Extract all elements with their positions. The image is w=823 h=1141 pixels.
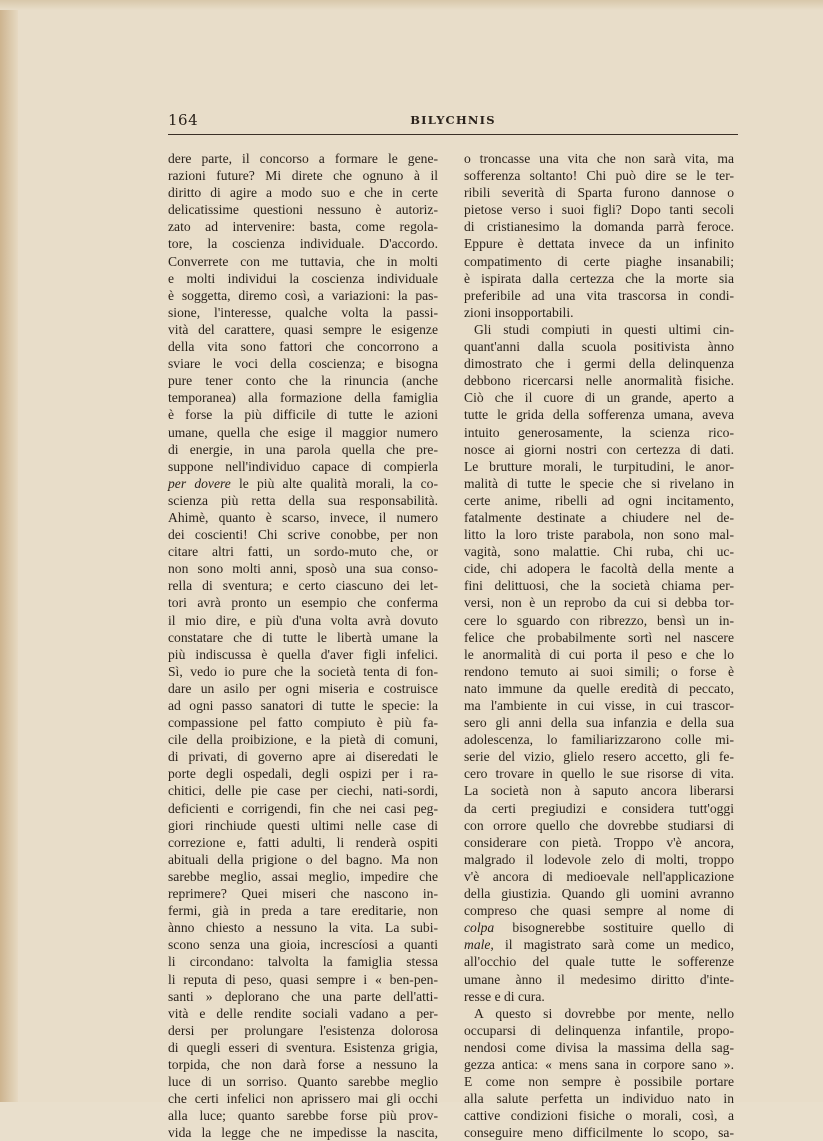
- text-line: è ispirata dalla certezza che la morte sia: [464, 270, 734, 286]
- text-line: li circondano: talvolta la famiglia stessa: [168, 954, 438, 970]
- text-line: Ahimè, quanto è scarso, invece, il numero: [168, 509, 438, 525]
- text-line: quant'anni dalla scuola positivista ànno: [464, 339, 734, 355]
- running-title: BILYCHNIS: [410, 113, 496, 127]
- text-line: occuparsi di delinquenza infantile, propo-: [464, 1022, 734, 1038]
- text-line: malità di tutte le specie che si rivelano in: [464, 475, 734, 491]
- text-line: santi » deplorano che una parte dell'atti-: [168, 988, 438, 1004]
- text-line: scono senza una gioia, increscíosi a quanti: [168, 937, 438, 953]
- text-line: resse e di cura.: [464, 988, 545, 1004]
- text-line: citare altri fatti, un sordo-muto che, or: [168, 544, 438, 560]
- text-line: sione, l'interesse, qualche volta la passi-: [168, 304, 438, 320]
- right-text-column: [464, 150, 734, 1141]
- text-line: della giustizia. Quando gli uomini avranno: [464, 886, 734, 902]
- text-line: Le brutture morali, le turpitudini, le anor-: [464, 458, 734, 474]
- text-line: considerare con pietà. Troppo v'è ancora,: [464, 834, 734, 850]
- text-line: certe anime, ribelli ad ogni incitamento,: [464, 492, 734, 508]
- text-line: cere lo sguardo con ribrezzo, bensì un in-: [464, 612, 734, 628]
- text-line: dersi per prolungare l'esistenza dolorosa: [168, 1022, 438, 1038]
- text-line: litto la loro triste parabola, non sono mal-: [464, 527, 734, 543]
- text-line: è forse la più difficile di tutte le azioni: [168, 407, 438, 423]
- text-line: ànno chiesto a nessuno la vita. La subi-: [168, 920, 438, 936]
- text-line: della vita sono fattori che concorrono a: [168, 339, 438, 355]
- text-line: La società non à saputo ancora liberarsi: [464, 783, 734, 799]
- text-line: sero gli anni della sua infanzia e della sua: [464, 715, 734, 731]
- text-line: razioni future? Mi direte che ognuno à il: [168, 168, 438, 184]
- text-line: Sì, vedo io pure che la società tenta di fon-: [168, 663, 438, 679]
- text-line: scienza più retta della sua responsabilità.: [168, 492, 438, 508]
- text-line: delicatissime questioni nessuno è autoriz-: [168, 202, 438, 218]
- left-text-column: [168, 150, 438, 1141]
- text-line: deficienti e corrigendi, fin che nei casi peg-: [168, 800, 438, 816]
- text-line: correzione e, fatti adulti, li renderà ospiti: [168, 834, 438, 850]
- text-line: torpida, che non darà forse a nessuno la: [168, 1056, 438, 1072]
- text-line: da certi pregiudizi e considera tutt'oggi: [464, 800, 734, 816]
- text-line: ribili severità di Sparta furono dannose o: [464, 185, 734, 201]
- text-line: di cristianesimo la domanda parrà feroce.: [464, 219, 734, 235]
- text-line: versi, non è un reprobo da cui si debba tor-: [464, 595, 734, 611]
- text-line: compreso che quasi sempre al nome di: [464, 903, 734, 919]
- text-line: gezza antica: « mens sana in corpore sano ».: [464, 1056, 734, 1072]
- text-line: alla luce; quanto sarebbe forse più prov-: [168, 1108, 438, 1124]
- text-line: li reputa di peso, quasi sempre i « ben-pen-: [168, 971, 438, 987]
- text-line: vità del carattere, quasi sempre le esigenze: [168, 321, 438, 337]
- text-line: vida la legge che ne impedisse la nascita,: [168, 1125, 438, 1141]
- text-line: più indiscussa è quella d'aver figli infelici.: [168, 646, 438, 662]
- text-line: umane ànno il medesimo diritto d'inte-: [464, 971, 734, 987]
- text-line: le anormalità di cui porta il peso e che lo: [464, 646, 734, 662]
- text-line: pietose verso i suoi figli? Dopo tanti secoli: [464, 202, 734, 218]
- text-line: di privati, di governo apre ai diseredati le: [168, 749, 438, 765]
- text-line: fermi, già in preda a tare ereditarie, non: [168, 903, 438, 919]
- text-line: è soggetta, diremo così, a variazioni: la pas-: [168, 287, 438, 303]
- text-line: suppone nell'individuo capace di compierla: [168, 458, 438, 474]
- text-line: sarebbe meglio, assai meglio, impedire che: [168, 868, 438, 884]
- text-line: ad ogni passo sanatori di tutte le specie: la: [168, 698, 438, 713]
- text-line: Eppure è dettata invece da un infinito: [464, 236, 734, 252]
- text-line: rendono temuto ai suoi simili; o forse è: [464, 663, 734, 679]
- text-line: e molti individui la coscienza individuale: [168, 270, 438, 286]
- text-line: di energie, in una parola quella che pre-: [168, 441, 438, 457]
- text-line: temporanea) alla formazione della famiglia: [168, 390, 438, 406]
- text-line: fatalmente destinate a chiudere nel de-: [464, 509, 734, 525]
- text-line: felice che probabilmente sortì nel nascere: [464, 629, 734, 645]
- text-line: A questo si dovrebbe por mente, nello: [474, 1005, 734, 1021]
- text-line: reprimere? Quei miseri che nascono in-: [168, 886, 438, 902]
- text-line: zioni insopportabili.: [464, 304, 574, 320]
- text-line: preferibile ad una vita trascorsa in condi-: [464, 287, 734, 303]
- text-line: diritto di agire a modo suo e che in certe: [168, 185, 438, 201]
- text-line: dei coscienti! Chi scrive conobbe, per non: [168, 527, 438, 543]
- text-line: compatimento di certe piaghe insanabili;: [464, 253, 734, 269]
- text-line: Gli studi compiuti in questi ultimi cin-: [474, 321, 734, 337]
- text-line: rella di sventura; e certo ciascuno dei let-: [168, 578, 438, 594]
- text-line: male, il magistrato sarà come un medico,: [464, 937, 734, 953]
- text-line: abituali della prigione o del bagno. Ma non: [168, 851, 438, 867]
- text-line: serie del vizio, glielo resero accetto, gli fe-: [464, 749, 734, 765]
- text-line: con orrore quello che dovrebbe studiarsi di: [464, 817, 734, 833]
- text-line: cero trovare in quello le sue risorse di vita.: [464, 766, 734, 782]
- text-line: nosce ai giorni nostri con certezza di dati.: [464, 441, 734, 457]
- text-line: sviare le voci della coscienza; e bisogna: [168, 356, 438, 372]
- text-line: constatare che di tutte le libertà umane la: [168, 629, 438, 645]
- text-line: cide, chi adopera le facoltà della mente a: [464, 561, 734, 577]
- text-line: alla salute perfetta un individuo nato in: [464, 1091, 734, 1107]
- text-line: malgrado il lodevole zelo di molti, troppo: [464, 851, 734, 867]
- text-line: conseguire meno difficilmente lo scopo, sa-: [464, 1125, 734, 1141]
- text-line: sofferenza soltanto! Chi può dire se le ter-: [464, 168, 734, 184]
- text-line: nato immune da quelle eredità di peccato,: [464, 680, 734, 696]
- italic-phrase: male,: [464, 937, 494, 953]
- text-line: chitici, delle pie case per ciechi, nati-sordi,: [168, 783, 438, 799]
- text-line: colpa bisognerebbe sostituire quello di: [464, 920, 734, 936]
- text-line: fini delittuosi, che la società chiama per-: [464, 578, 734, 594]
- text-line: E come non sempre è possibile portare: [464, 1074, 734, 1090]
- text-line: non sono molti anni, sposò una sua conso-: [168, 561, 438, 577]
- text-line: Ciò che il cuore di un grande, aperto a: [464, 390, 734, 406]
- text-line: il mio dire, e più d'una volta avrà dovuto: [168, 612, 438, 628]
- page-number: 164: [168, 111, 199, 129]
- text-line: all'occhio del quale tutte le sofferenze: [464, 954, 734, 970]
- text-line: luce di un sorriso. Quanto sarebbe meglio: [168, 1074, 438, 1090]
- text-line: pure tener conto che la rinuncia (anche: [168, 373, 438, 389]
- text-line: tori avrà pronto un esempio che conferma: [168, 595, 438, 611]
- text-line: cile della proibizione, e la pietà di comuni,: [168, 732, 438, 748]
- text-line: adolescenza, lo familiarizzarono colle mi-: [464, 732, 734, 748]
- text-line: Converrete con me tuttavia, che in molti: [168, 253, 438, 269]
- text-line: per dovere le più alte qualità morali, la co-: [168, 475, 438, 491]
- text-line: dere parte, il concorso a formare le gene-: [168, 151, 438, 166]
- text-line: ma l'ambiente in cui visse, in cui trascor-: [464, 698, 734, 713]
- text-line: dare un asilo per ogni miseria e costruisce: [168, 680, 438, 696]
- text-line: che certi infelici non aprissero mai gli occhi: [168, 1091, 438, 1107]
- text-line: tutte le grida della sofferenza umana, aveva: [464, 407, 734, 423]
- text-line: compassione pel fatto compiuto è più fa-: [168, 715, 438, 731]
- text-line: zato ad intervenire: basta, come regola-: [168, 219, 438, 235]
- text-line: v'è ancora di medioevale nell'applicazione: [464, 868, 734, 884]
- text-line: giori rinchiude questi ultimi nelle case di: [168, 817, 438, 833]
- text-line: tore, la coscienza individuale. D'accordo.: [168, 236, 438, 252]
- text-line: vagità, sono malattie. Chi ruba, chi uc-: [464, 544, 734, 560]
- text-line: di quegli esseri di sventura. Esistenza grigia,: [168, 1039, 438, 1055]
- page-header: [168, 110, 738, 135]
- text-line: cattive condizioni fisiche o morali, così, a: [464, 1108, 734, 1124]
- text-line: debbono ricercarsi nelle anormalità fisiche.: [464, 373, 734, 389]
- text-line: vità e delle rendite sociali vadano a per-: [168, 1005, 438, 1021]
- text-line: o troncasse una vita che non sarà vita, ma: [464, 151, 734, 166]
- italic-phrase: per dovere: [168, 475, 231, 491]
- italic-phrase: colpa: [464, 920, 495, 936]
- text-line: dimostrato che i germi della delinquenza: [464, 356, 734, 372]
- text-line: intuito generosamente, la scienza rico-: [464, 424, 734, 440]
- text-line: porte degli ospedali, degli ospizi per i ra-: [168, 766, 438, 782]
- text-line: nendosi come divisa la massima della sag-: [464, 1039, 734, 1055]
- text-line: umane, quella che esige il maggior numero: [168, 424, 438, 440]
